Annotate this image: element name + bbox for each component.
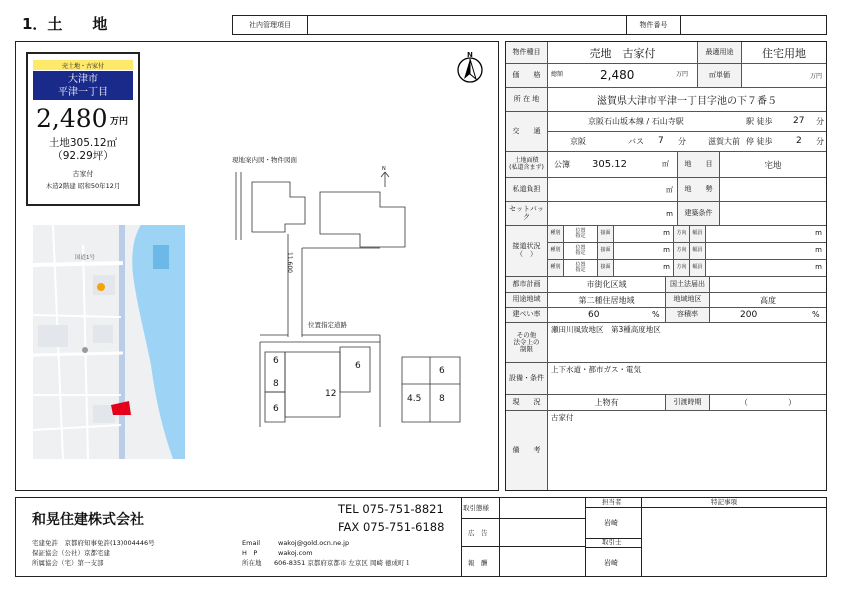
- walk1-label: 駅 徒歩: [746, 117, 773, 126]
- email-label: Email: [242, 539, 261, 547]
- internal-label: 社内管理項目: [233, 16, 308, 34]
- bcr-cell: [548, 308, 666, 323]
- land-area-label: 土地面積 (私道含まず): [506, 152, 548, 178]
- summary-price: 2,480: [36, 104, 108, 133]
- location-block: [33, 71, 133, 100]
- road-row-1-c5: 方向: [674, 226, 690, 243]
- bus-from: 京阪: [570, 137, 586, 146]
- location-map: [33, 225, 185, 459]
- room-4: 12: [325, 389, 337, 399]
- city-plan-value: 市街化区域: [548, 277, 666, 293]
- plan-title: 現地案内図・物件図面: [232, 156, 297, 164]
- road-row-3-c2: 位置 指定: [564, 260, 598, 277]
- map-road-label: 国道1号: [75, 255, 95, 261]
- land-use-value: 宅地: [720, 152, 826, 178]
- company-name: 和晃住建株式会社: [32, 512, 144, 528]
- transport-label: 交 通: [506, 112, 548, 152]
- land-area-type: 公簿: [554, 160, 570, 169]
- room-1: 6: [273, 356, 279, 366]
- road-row-3-c4: m: [614, 260, 674, 277]
- bcr-unit: %: [652, 310, 660, 319]
- footer: [15, 497, 827, 577]
- price-label: 価 格: [506, 64, 548, 88]
- road-row-1-c1: 種別: [548, 226, 564, 243]
- facility-cell: [548, 363, 826, 395]
- land-lot-label: 地 勢: [678, 178, 720, 202]
- site-plan: [230, 152, 492, 434]
- walk1-unit: 分: [816, 117, 824, 126]
- room-8: 6: [439, 366, 445, 376]
- road-row-3-c6: 幅員: [690, 260, 706, 277]
- road-row-3-c5: 方向: [674, 260, 690, 277]
- road-row-3-c3: 接面: [598, 260, 614, 277]
- transport-row-2: [548, 132, 826, 152]
- road-row-2-c4: m: [614, 243, 674, 260]
- category-badge: 売土地・古家付: [33, 60, 133, 70]
- setback-label: セットバック: [506, 202, 548, 226]
- transport-line: 京阪石山坂本線 / 石山寺駅: [588, 117, 684, 126]
- room-2: 8: [273, 379, 279, 389]
- road-row-2-c3: 接面: [598, 243, 614, 260]
- remarks-cell: [548, 411, 826, 490]
- page-title: 1．土 地: [22, 15, 108, 33]
- location-city: 大津市: [68, 74, 98, 85]
- price-sub: 總額: [551, 71, 564, 78]
- far-unit: %: [812, 310, 820, 319]
- unit-price-unit: 万円: [742, 64, 826, 88]
- summary-card: [26, 52, 140, 206]
- room-6: 4.5: [407, 394, 422, 404]
- license: 宅建免許 京都府知事免許(13)004446号: [32, 539, 155, 547]
- bcr-value: 60: [588, 310, 600, 320]
- walk2-unit: 分: [816, 137, 824, 146]
- ad-label: 広 告: [468, 529, 488, 537]
- other-law-value: 瀬田川風致地区 第3種高度地区: [551, 325, 661, 334]
- agent-label: 取引士: [602, 538, 622, 546]
- bus-unit: 分: [678, 137, 686, 146]
- broker-label: 取引態様: [463, 504, 489, 512]
- kind-label: 物件種目: [506, 42, 548, 64]
- road-row-2-c2: 位置 指定: [564, 243, 598, 260]
- assoc1: 保証協会（公社）京都宅建: [32, 549, 110, 557]
- plan-dimension: 11.600: [286, 252, 293, 273]
- manager-label: 担当者: [602, 498, 622, 506]
- assoc2: 所属協会（宅）第一支部: [32, 559, 104, 567]
- summary-house-detail: 木造2階建 昭和50年12月: [45, 182, 121, 190]
- transport-row-1: [548, 112, 826, 132]
- unit-price-label: ㎡単価: [698, 64, 742, 88]
- fax: FAX 075-751-6188: [338, 520, 445, 534]
- road-row-1-c3: 接面: [598, 226, 614, 243]
- address-value: 滋賀県大津市平津一丁目字池の下７番５: [548, 88, 826, 112]
- summary-house-note: 古家付: [72, 170, 94, 178]
- price-cell: [548, 64, 698, 88]
- manager-name: 岩崎: [604, 519, 618, 527]
- walk1-value: 27: [793, 116, 805, 126]
- zoning-value: 第二種住居地域: [548, 293, 666, 308]
- road-row-2-c6: 幅員: [690, 243, 706, 260]
- other-law-cell: [548, 323, 826, 363]
- plan-road-label: 位置指定道路: [308, 321, 347, 329]
- current-value: 上物有: [548, 395, 666, 411]
- far-cell: [710, 308, 826, 323]
- road-row-2-c1: 種別: [548, 243, 564, 260]
- handover-label: 引渡時期: [666, 395, 710, 411]
- building-cond-value: [720, 202, 826, 226]
- bus-stop: 滋賀大前: [708, 137, 740, 146]
- road-row-3-c1: 種別: [548, 260, 564, 277]
- property-no-label: 物件番号: [626, 16, 681, 34]
- other-law-label: その他 法令上の 制限: [506, 323, 548, 363]
- road-row-1-c6: 幅員: [690, 226, 706, 243]
- road-row-1-c2: 位置 指定: [564, 226, 598, 243]
- setback-unit: m: [548, 202, 678, 226]
- zoning-label: 用途地域: [506, 293, 548, 308]
- road-status-label: 接道状況 （ ）: [506, 226, 548, 277]
- bus-value: 7: [658, 136, 664, 146]
- north-letter: N: [467, 51, 473, 59]
- property-table: [505, 41, 827, 491]
- summary-price-unit: 万円: [110, 117, 129, 127]
- land-area-unit: ㎡: [662, 160, 669, 168]
- road-row-1-c7: m: [706, 226, 826, 243]
- land-area-value: 305.12: [592, 159, 627, 170]
- current-label: 現 況: [506, 395, 548, 411]
- summary-land-area: 土地305.12㎡: [48, 137, 118, 149]
- land-area-cell: [548, 152, 678, 178]
- summary-tsubo: （92.29坪）: [52, 150, 114, 162]
- hp: wakoj.com: [278, 549, 313, 557]
- notes-label: 特記事項: [711, 498, 737, 506]
- internal-management-box: [232, 15, 827, 35]
- private-road-unit: ㎡: [548, 178, 678, 202]
- bcr-label: 建ぺい率: [506, 308, 548, 323]
- private-road-label: 私道負担: [506, 178, 548, 202]
- handover-value: （ ）: [710, 395, 826, 411]
- agent-name: 岩崎: [604, 559, 618, 567]
- far-label: 容積率: [666, 308, 710, 323]
- building-cond-label: 建築条件: [678, 202, 720, 226]
- facility-value: 上下水道・都市ガス・電気: [551, 365, 641, 374]
- address-label: 所 在 地: [506, 88, 548, 112]
- land-use-label: 地 目: [678, 152, 720, 178]
- road-row-1-c4: m: [614, 226, 674, 243]
- room-5: 6: [355, 361, 361, 371]
- best-use-value: 住宅用地: [742, 42, 826, 64]
- room-3: 6: [273, 404, 279, 414]
- facility-label: 設備・条件: [506, 363, 548, 395]
- addr-label: 所在地: [242, 559, 262, 567]
- walk2-label: 停 徒歩: [746, 137, 773, 146]
- email: wakoj@gold.ocn.ne.jp: [278, 539, 350, 547]
- remarks-label: 備 考: [506, 411, 548, 490]
- price-unit: 万円: [676, 71, 689, 78]
- bus-label: バス: [628, 137, 644, 146]
- hp-label: H P: [242, 549, 258, 557]
- city-plan-label: 都市計画: [506, 277, 548, 293]
- best-use-label: 最適用途: [698, 42, 742, 64]
- price-value: 2,480: [600, 68, 635, 82]
- nat-law-label: 国土法届出: [666, 277, 710, 293]
- road-status-grid: [548, 226, 826, 277]
- fee-label: 報 酬: [468, 559, 488, 567]
- land-lot-value: [720, 178, 826, 202]
- walk2-value: 2: [796, 136, 802, 146]
- road-row-2-c5: 方向: [674, 243, 690, 260]
- room-7: 8: [439, 394, 445, 404]
- nat-law-value: [710, 277, 826, 293]
- tel: TEL 075-751-8821: [338, 502, 444, 516]
- kind-value: 売地 古家付: [548, 42, 698, 64]
- road-row-3-c7: m: [706, 260, 826, 277]
- north-arrow-icon: [455, 52, 485, 84]
- plan-north-letter: N: [382, 166, 386, 172]
- location-town: 平津一丁目: [58, 87, 108, 98]
- far-value: 200: [740, 310, 758, 320]
- remarks-value: 古家付: [551, 413, 574, 422]
- height-label: 地域地区: [666, 293, 710, 308]
- addr: 606-8351 京都府京都市 左京区 岡崎 徳成町１: [274, 559, 412, 567]
- road-row-2-c7: m: [706, 243, 826, 260]
- height-value: 高度: [710, 293, 826, 308]
